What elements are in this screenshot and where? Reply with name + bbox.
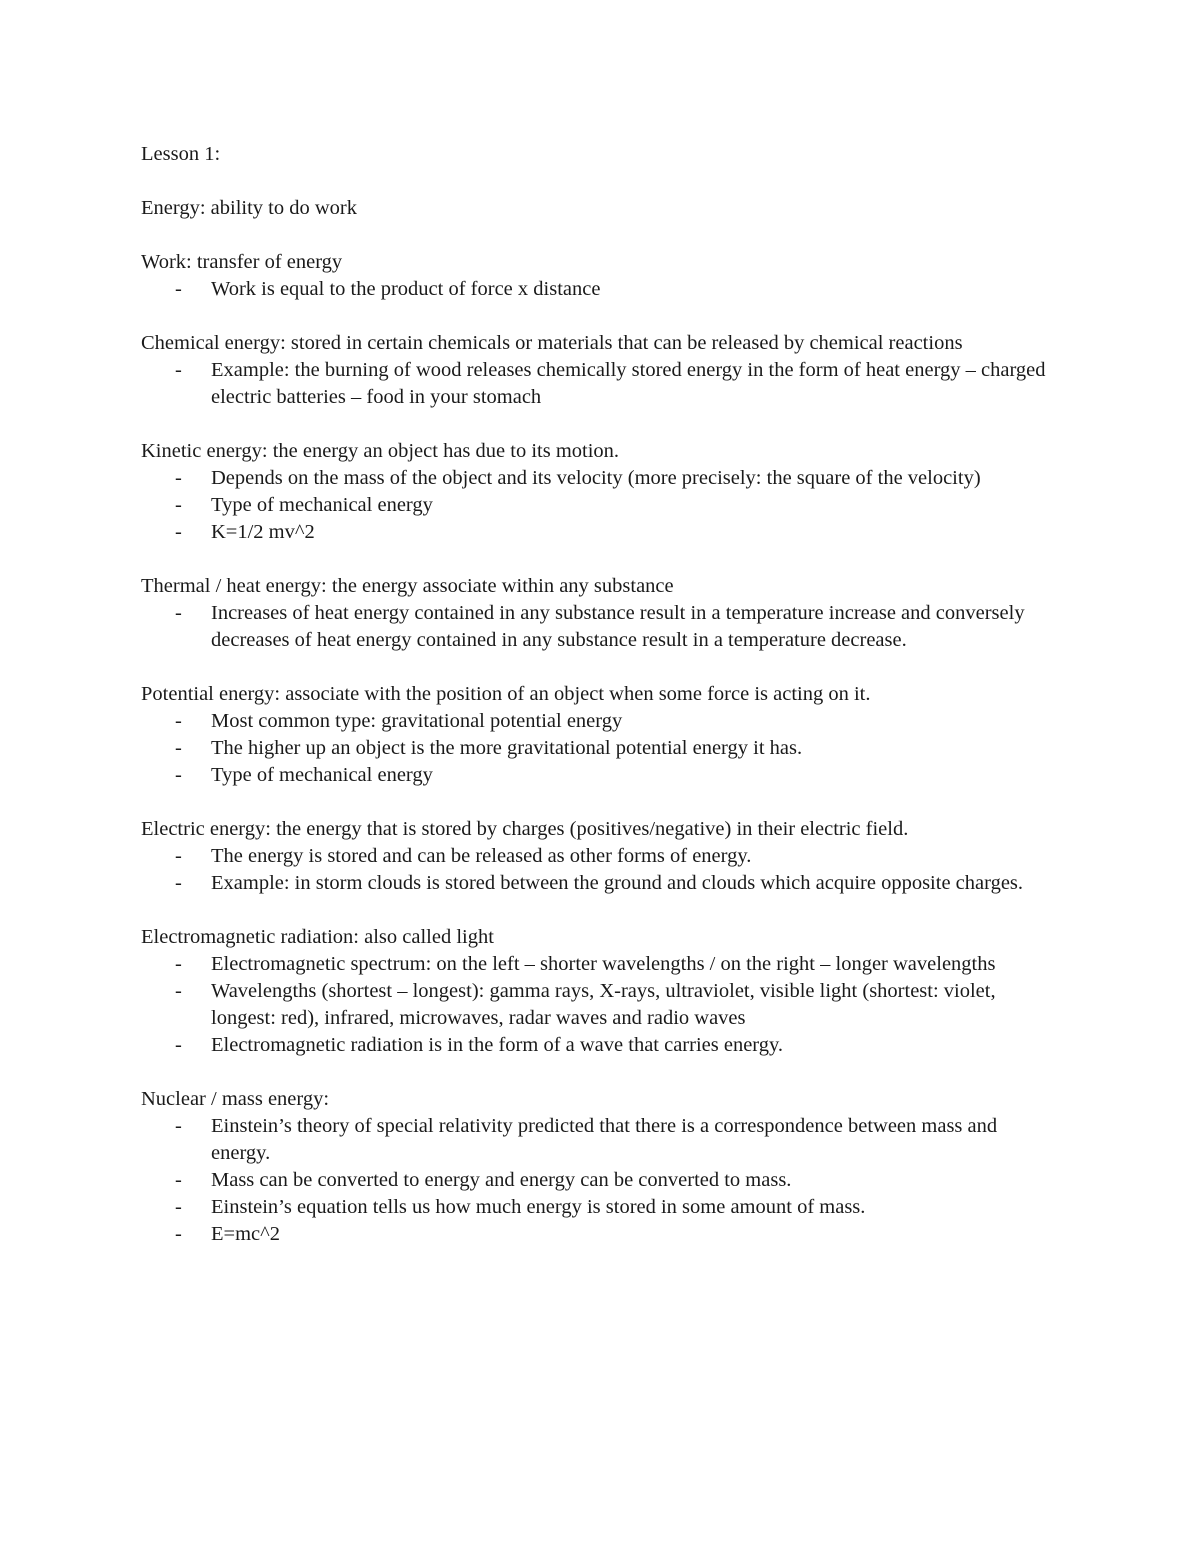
bullet-item [141,978,1061,1032]
bullet-list [141,708,1061,789]
section-heading: Potential energy: associate with the position of an object when some force is acting on it. [141,683,871,705]
bullet-item [141,1221,1061,1248]
bullet-text: E=mc^2 [211,1223,280,1245]
bullet-dash: - [175,1169,182,1191]
section [141,924,1061,1059]
bullet-item [141,951,1061,978]
bullet-item [141,1194,1061,1221]
section [141,681,1061,789]
section [141,438,1061,546]
section-heading: Chemical energy: stored in certain chemicals or materials that can be released by chemical reactions [141,332,963,354]
bullet-text: Work is equal to the product of force x distance [211,278,601,300]
bullet-text: Mass can be converted to energy and energy can be converted to mass. [211,1169,792,1191]
bullet-list [141,951,1061,1059]
section-heading: Kinetic energy: the energy an object has due to its motion. [141,440,620,462]
section-heading: Electric energy: the energy that is stored by charges (positives/negative) in their electric field. [141,818,909,840]
bullet-text: Depends on the mass of the object and its velocity (more precisely: the square of the velocity) [211,467,981,489]
bullet-text: Electromagnetic radiation is in the form of a wave that carries energy. [211,1034,784,1056]
section-heading: Electromagnetic radiation: also called light [141,926,494,948]
section [141,573,1061,654]
bullet-item [141,492,1061,519]
bullet-text: Einstein’s equation tells us how much energy is stored in some amount of mass. [211,1196,866,1218]
bullet-list [141,843,1061,897]
bullet-item [141,357,1061,411]
bullet-dash: - [175,710,182,732]
bullet-text: K=1/2 mv^2 [211,521,315,543]
bullet-dash: - [175,953,182,975]
bullet-item [141,1113,1061,1167]
bullet-list [141,465,1061,546]
section [141,816,1061,897]
bullet-item [141,843,1061,870]
section-heading: Thermal / heat energy: the energy associate within any substance [141,575,674,597]
bullet-dash: - [175,494,182,516]
bullet-text: Einstein’s theory of special relativity predicted that there is a correspondence between mass and energy. [211,1115,998,1164]
bullet-dash: - [175,1196,182,1218]
bullet-dash: - [175,764,182,786]
bullet-item [141,465,1061,492]
bullet-item [141,708,1061,735]
bullet-list [141,276,1061,303]
bullet-dash: - [175,602,182,624]
bullet-list [141,600,1061,654]
bullet-dash: - [175,980,182,1002]
bullet-item [141,870,1061,897]
bullet-item [141,735,1061,762]
bullet-text: Wavelengths (shortest – longest): gamma rays, X-rays, ultraviolet, visible light (shortest: violet, longest: red), infrared, microwaves, radar waves and radio waves [211,980,996,1029]
bullet-item [141,762,1061,789]
bullet-text: Example: the burning of wood releases chemically stored energy in the form of heat energy – charged electric batteries – food in your stomach [211,359,1046,408]
bullet-item [141,276,1061,303]
bullet-dash: - [175,521,182,543]
bullet-text: The higher up an object is the more gravitational potential energy it has. [211,737,803,759]
bullet-text: Increases of heat energy contained in any substance result in a temperature increase and conversely decreases of heat energy contained in any substance result in a temperature decrease. [211,602,1025,651]
section-heading: Energy: ability to do work [141,197,357,219]
section [141,195,1061,222]
section [141,330,1061,411]
section-heading: Nuclear / mass energy: [141,1088,330,1110]
bullet-text: The energy is stored and can be released as other forms of energy. [211,845,752,867]
bullet-dash: - [175,359,182,381]
bullet-dash: - [175,737,182,759]
bullet-dash: - [175,845,182,867]
bullet-item [141,1032,1061,1059]
bullet-dash: - [175,1223,182,1245]
bullet-dash: - [175,1115,182,1137]
section [141,1086,1061,1248]
document-page [141,141,1061,1275]
bullet-item [141,600,1061,654]
section-heading: Work: transfer of energy [141,251,343,273]
bullet-list [141,1113,1061,1248]
bullet-dash: - [175,1034,182,1056]
bullet-dash: - [175,467,182,489]
bullet-item [141,1167,1061,1194]
section [141,249,1061,303]
bullet-item [141,519,1061,546]
bullet-dash: - [175,872,182,894]
bullet-text: Most common type: gravitational potential energy [211,710,623,732]
bullet-dash: - [175,278,182,300]
bullet-text: Type of mechanical energy [211,494,433,516]
lesson-title: Lesson 1: [141,143,221,165]
bullet-text: Example: in storm clouds is stored between the ground and clouds which acquire opposite charges. [211,872,1024,894]
bullet-list [141,357,1061,411]
bullet-text: Type of mechanical energy [211,764,433,786]
sections-container [141,195,1061,1248]
bullet-text: Electromagnetic spectrum: on the left – shorter wavelengths / on the right – longer wavelengths [211,953,996,975]
